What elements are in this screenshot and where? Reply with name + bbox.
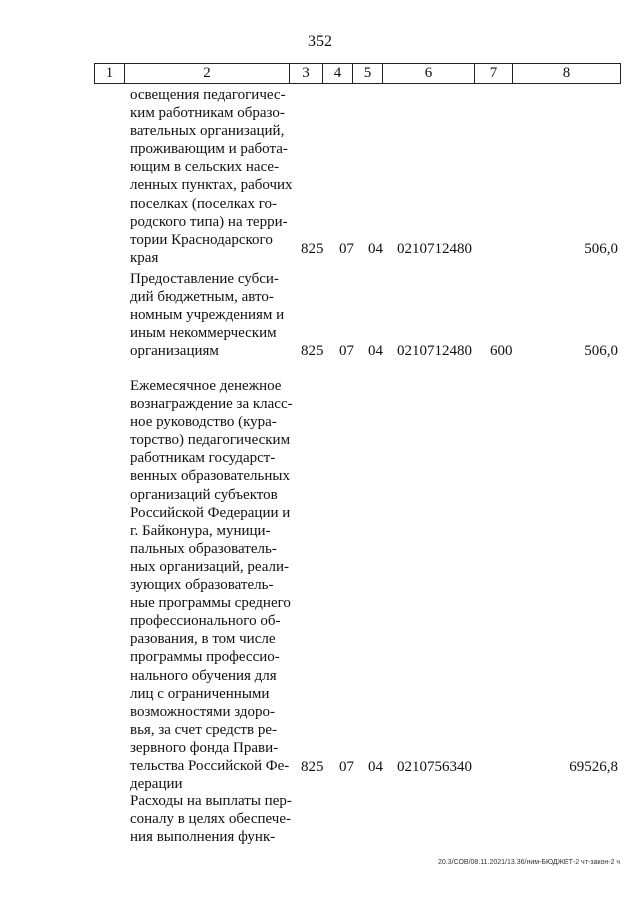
ministry-code: 825 [301, 241, 324, 257]
subsection-code: 04 [368, 343, 383, 359]
target-item-code: 0210712480 [397, 241, 472, 257]
column-header-6: 6 [383, 64, 475, 84]
column-header-row [94, 63, 621, 84]
ministry-code: 825 [301, 759, 324, 775]
section-code: 07 [339, 759, 354, 775]
amount: 506,0 [584, 343, 618, 359]
row-description: Предоставление субси- дий бюджетным, авто- номным учреждениям и иным некоммерческим организациям [130, 271, 285, 360]
column-header-3: 3 [290, 64, 323, 84]
section-code: 07 [339, 241, 354, 257]
footer-code: 20.3/СОВ/08.11.2021/13.36/ним-БЮДЖЕТ-2 чт-закон-2 ч [438, 859, 621, 866]
column-header-5: 5 [353, 64, 383, 84]
column-header-8: 8 [513, 64, 621, 84]
amount: 506,0 [584, 241, 618, 257]
expense-type-code: 600 [490, 343, 513, 359]
subsection-code: 04 [368, 241, 383, 257]
row-description: освещения педагогичес- ким работникам образо- вательных организаций, проживающим и работа- ющим в сельских насе- ленных пунктах, рабочих поселках (поселках го- родского типа) на терри- тории Краснодарского края [130, 87, 293, 266]
column-header-4: 4 [323, 64, 353, 84]
page-number: 352 [308, 33, 332, 50]
column-header-7: 7 [475, 64, 513, 84]
column-header-1: 1 [95, 64, 125, 84]
target-item-code: 0210712480 [397, 343, 472, 359]
row-description: Ежемесячное денежное вознаграждение за класс- ное руководство (кура- торство) педагогическим работникам государст- венных образовательных организаций субъектов Российской Федерации и г. Байконура, муници- пальных образователь- ных организаций, реали- зующих образователь- ные программы среднего профессионального об- разования, в том числе программы профессио- нального обучения для лиц с ограниченными возможностями здоро- вья, за счет средств ре- зервного фонда Прави- тельства Российской Фе- дерации [130, 378, 293, 793]
section-code: 07 [339, 343, 354, 359]
row-description: Расходы на выплаты пер- соналу в целях обеспече- ния выполнения функ- [130, 793, 292, 846]
amount: 69526,8 [569, 759, 618, 775]
column-header-2: 2 [125, 64, 290, 84]
ministry-code: 825 [301, 343, 324, 359]
target-item-code: 0210756340 [397, 759, 472, 775]
subsection-code: 04 [368, 759, 383, 775]
